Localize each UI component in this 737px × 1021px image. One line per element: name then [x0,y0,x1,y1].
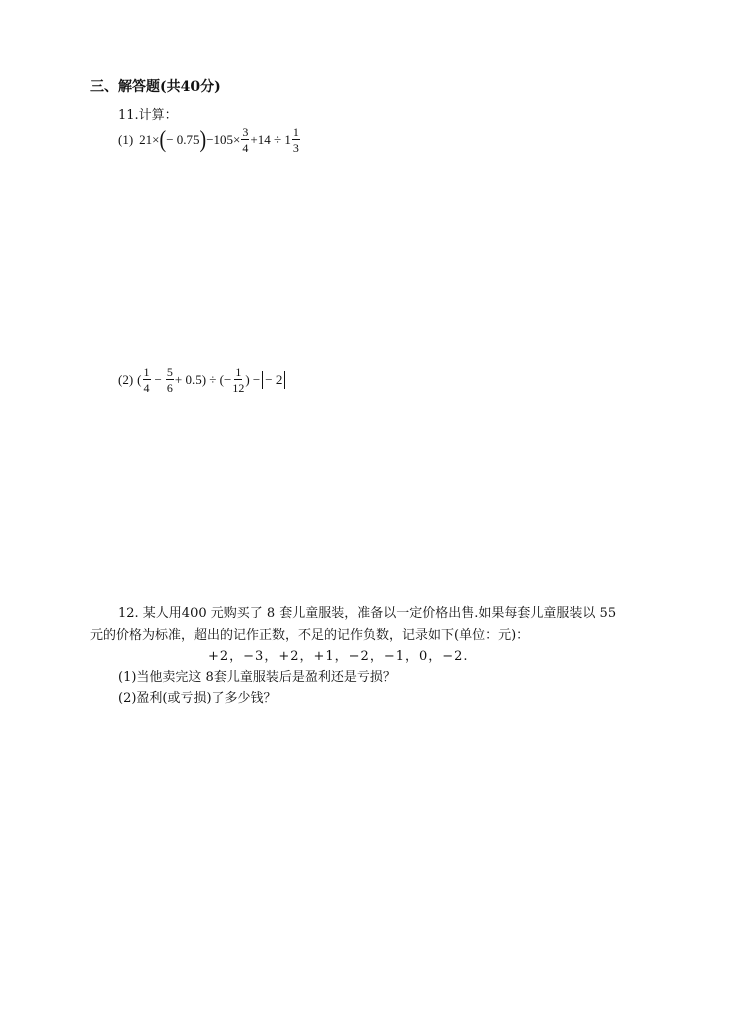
math-term: +14 ÷ 1 [250,132,291,147]
math-term: −105× [206,132,241,147]
numerator: 1 [143,365,150,379]
problem-11-1 [118,126,301,154]
math-term: ) − [245,372,261,387]
numerator: 3 [242,125,249,139]
math-term: ( [137,372,142,387]
problem-index: (1) [118,132,134,147]
fraction [232,366,244,394]
problem-index: (2) [118,372,134,387]
price-record-list: +2，−3，+2，+1，−2，−1，0，−2. [208,649,469,664]
math-term: − [154,372,162,387]
fraction [292,126,300,154]
question-12-line-1: 12. 某人用400 元购买了 8 套儿童服装，准备以一定价格出售.如果每套儿童服装以 55 [118,606,617,621]
question-12-part-1: (1)当他卖完这 8套儿童服装后是盈利还是亏损？ [118,670,396,685]
fraction [143,366,151,394]
math-term: + 0.5) ÷ (− [174,372,232,387]
question-12-line-2: 元的价格为标准，超出的记作正数，不足的记作负数，记录如下(单位：元)： [90,628,530,643]
fraction [166,366,174,394]
question-12-part-2: (2)盈利(或亏损)了多少钱？ [118,691,277,706]
math-term: − 0.75 [166,132,200,147]
numerator: 5 [166,365,173,379]
question-11-label: 11.计算： [118,108,178,123]
section-title: 三、解答题(共40分) [90,79,221,95]
math-term: − 2 [265,372,283,387]
denominator: 12 [232,381,245,395]
left-paren: ( [159,126,167,154]
denominator: 4 [242,141,249,155]
absolute-value-bar [262,371,263,389]
problem-11-2 [118,366,287,394]
denominator: 3 [292,141,299,155]
math-term: 21× [139,132,160,147]
denominator: 4 [143,381,150,395]
numerator: 1 [235,365,242,379]
fraction [241,126,249,154]
numerator: 1 [292,125,299,139]
denominator: 6 [166,381,173,395]
right-paren: ) [199,126,207,154]
absolute-value-bar [284,371,285,389]
